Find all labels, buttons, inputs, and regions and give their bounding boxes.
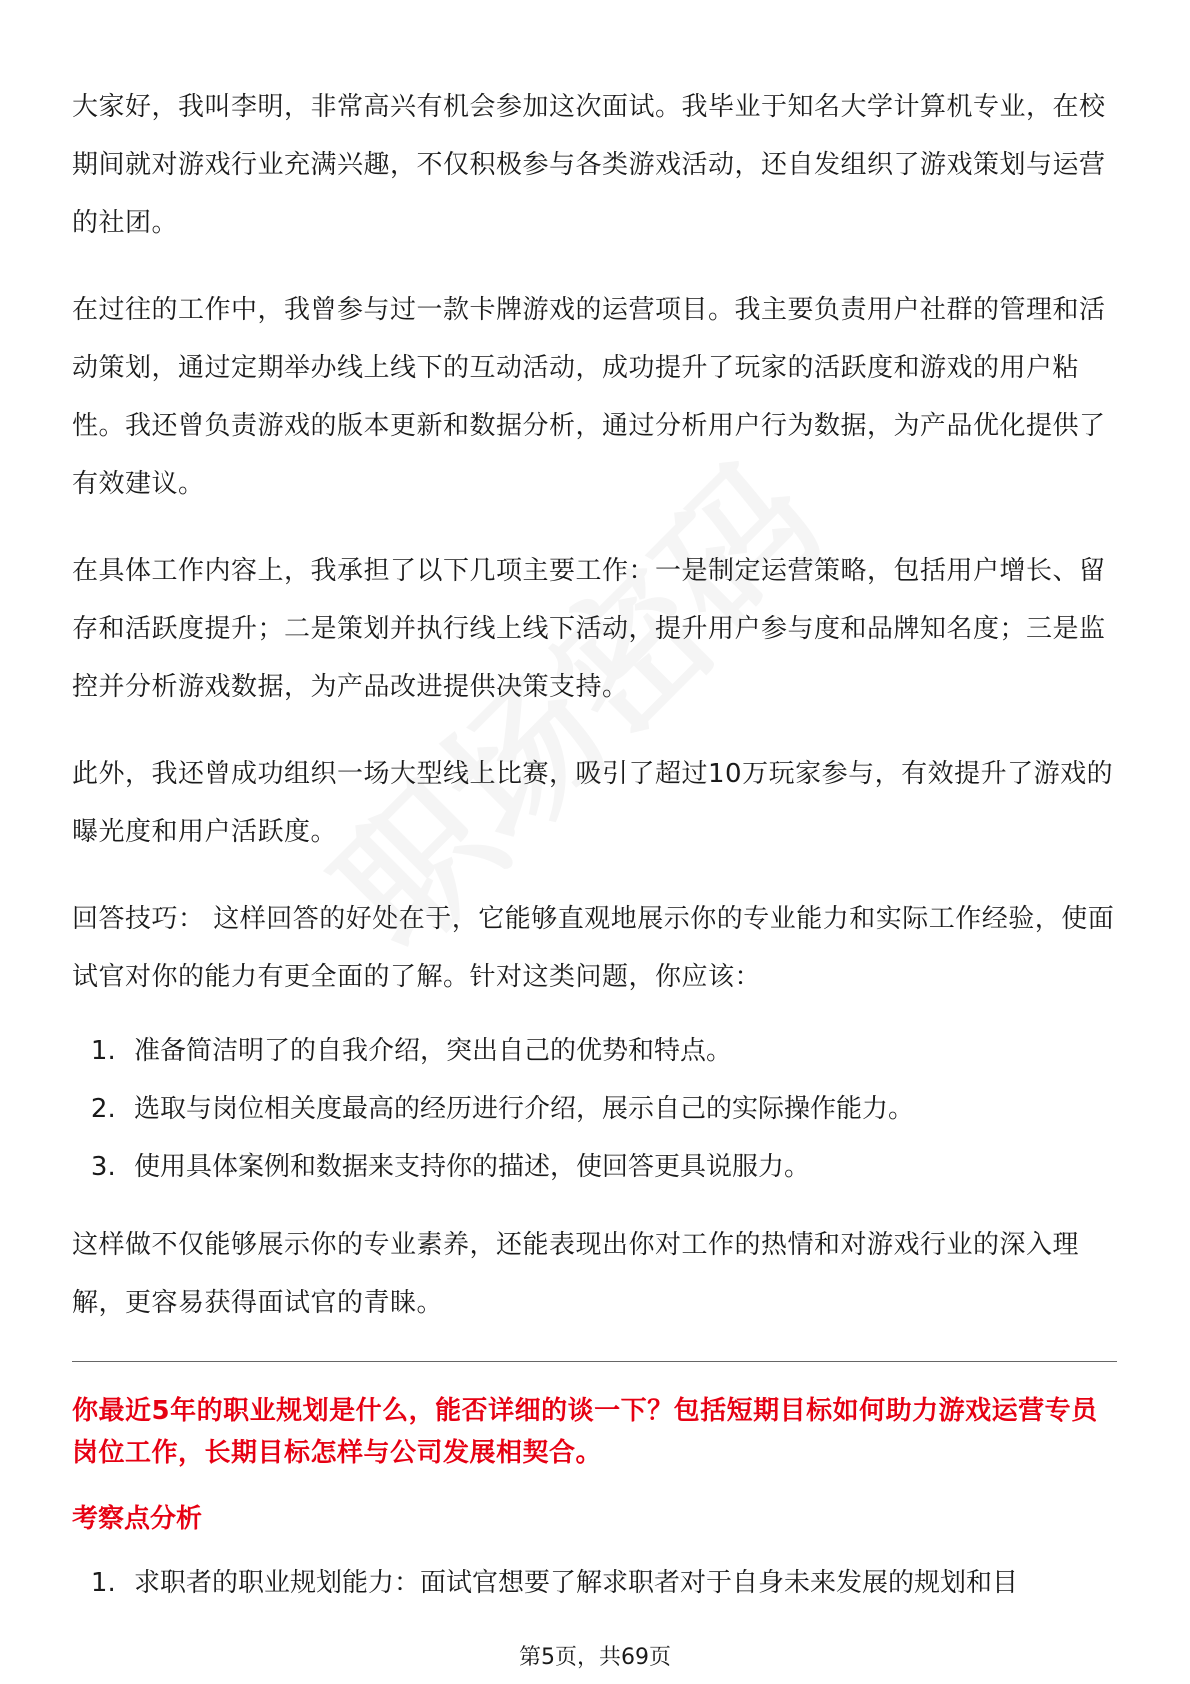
paragraph-tips-intro: 回答技巧： 这样回答的好处在于，它能够直观地展示你的专业能力和实际工作经验，使面试官对你的能力有更全面的了解。针对这类问题，你应该： xyxy=(72,904,1115,992)
paragraph-intro: 大家好，我叫李明，非常高兴有机会参加这次面试。我毕业于知名大学计算机专业，在校期间就对游戏行业充满兴趣，不仅积极参与各类游戏活动，还自发组织了游戏策划与运营的社团。 xyxy=(72,92,1106,238)
document-body xyxy=(72,78,1117,1612)
list-item: 2. 选取与岗位相关度最高的经历进行介绍，展示自己的实际操作能力。 xyxy=(124,1080,1117,1138)
analysis-heading: 考察点分析 xyxy=(72,1504,203,1534)
paragraph-achievement: 此外，我还曾成功组织一场大型线上比赛，吸引了超过10万玩家参与，有效提升了游戏的曝光度和用户活跃度。 xyxy=(72,759,1114,847)
list-item: 1. 准备简洁明了的自我介绍，突出自己的优势和特点。 xyxy=(124,1022,1117,1080)
list-item: 3. 使用具体案例和数据来支持你的描述，使回答更具说服力。 xyxy=(124,1138,1117,1196)
analysis-list xyxy=(72,1554,1117,1612)
paragraph-closing: 这样做不仅能够展示你的专业素养，还能表现出你对工作的热情和对游戏行业的深入理解，更容易获得面试官的青睐。 xyxy=(72,1230,1080,1318)
paragraph-experience: 在过往的工作中，我曾参与过一款卡牌游戏的运营项目。我主要负责用户社群的管理和活动策划，通过定期举办线上线下的互动活动，成功提升了玩家的活跃度和游戏的用户粘性。我还曾负责游戏的版本更新和数据分析，通过分析用户行为数据，为产品优化提供了有效建议。 xyxy=(72,295,1106,499)
tips-list xyxy=(72,1022,1117,1196)
page-number: 第5页，共69页 xyxy=(519,1645,671,1670)
section-divider xyxy=(72,1361,1117,1362)
paragraph-duties: 在具体工作内容上，我承担了以下几项主要工作：一是制定运营策略，包括用户增长、留存和活跃度提升；二是策划并执行线上线下活动，提升用户参与度和品牌知名度；三是监控并分析游戏数据，为产品改进提供决策支持。 xyxy=(72,556,1106,702)
list-item: 1. 求职者的职业规划能力：面试官想要了解求职者对于自身未来发展的规划和目 xyxy=(124,1554,1117,1612)
question-heading: 你最近5年的职业规划是什么，能否详细的谈一下？包括短期目标如何助力游戏运营专员岗位工作，长期目标怎样与公司发展相契合。 xyxy=(72,1396,1098,1468)
